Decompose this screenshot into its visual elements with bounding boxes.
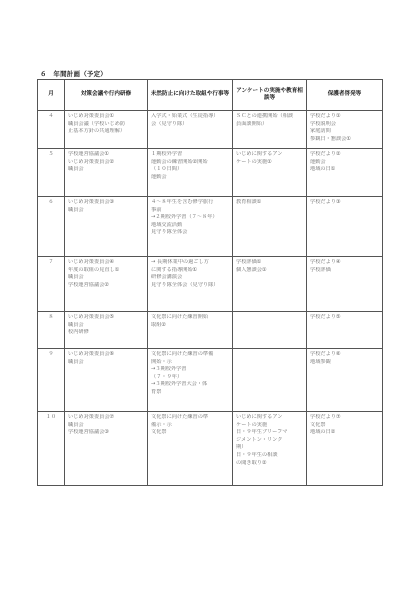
table-row <box>38 111 383 149</box>
month-cell: １０ <box>38 412 65 486</box>
survey-cell <box>233 312 307 349</box>
cell-text-line: 文化祭 <box>151 429 167 436</box>
cell-text-line: →２期校外学習（７〜８年） <box>151 214 218 221</box>
cell-text-line: 研修会講演会 <box>151 274 183 281</box>
survey-cell <box>233 412 307 486</box>
cell-text-line: 運動会の練習開始②開始 <box>151 158 208 165</box>
table-row <box>38 149 383 197</box>
cell-text-line: 職員会 <box>68 166 84 173</box>
parents-cell <box>307 197 383 257</box>
meetings-cell <box>65 257 148 312</box>
header-month: 月 <box>38 80 65 111</box>
cell-text-line: いじめ対策委員会⑥ <box>68 351 115 357</box>
month-cell: ５ <box>38 149 65 197</box>
cell-text-line: ケートの実施 <box>236 421 268 428</box>
table-row <box>38 412 383 486</box>
cell-text-line: 期） <box>236 444 247 451</box>
meetings-cell <box>65 412 148 486</box>
cell-text-line: 文化祭に向けた練習の準 <box>151 414 209 420</box>
meetings-cell <box>65 197 148 257</box>
cell-text-line: いじめに関するアン <box>236 151 283 157</box>
parents-cell <box>307 312 383 349</box>
table-row <box>38 349 383 412</box>
survey-cell <box>233 111 307 149</box>
cell-text-line: 会（見守り隊） <box>151 120 188 127</box>
month-cell: ６ <box>38 197 65 257</box>
cell-text-line: いじめ対策委員会④ <box>68 259 115 265</box>
cell-text-line: 学校だより⑦ <box>310 414 341 420</box>
cell-text-line: 学校だより④ <box>310 259 341 265</box>
cell-text-line: いじめに関するアン <box>236 414 283 420</box>
annual-plan-table <box>37 79 383 486</box>
cell-text-line: 文化祭に向けた練習の準備 <box>151 351 214 357</box>
prevention-cell <box>148 349 233 412</box>
parents-cell <box>307 349 383 412</box>
month-cell: ７ <box>38 257 65 312</box>
table-row <box>38 312 383 349</box>
cell-text-line: いじめ対策委員会③ <box>68 199 115 205</box>
cell-text-line: 取組② <box>151 321 167 328</box>
cell-text-line: 運動会 <box>151 173 167 180</box>
cell-text-line: いじめ対策委員会⑤ <box>68 314 115 320</box>
cell-text-line: 学校だより② <box>310 151 341 157</box>
cell-text-line: の聞き取り② <box>236 459 267 466</box>
prevention-cell <box>148 111 233 149</box>
survey-cell <box>233 349 307 412</box>
cell-text-line: ４～８年生を含む修学旅行 <box>151 199 214 205</box>
cell-text-line: 入学式・始業式（生徒指導） <box>151 113 219 119</box>
cell-text-line: 学校だより⑤ <box>310 314 341 320</box>
survey-cell <box>233 257 307 312</box>
cell-text-line: に関する指導開始① <box>151 266 198 273</box>
cell-text-line: 開始・示 <box>151 358 172 365</box>
cell-text-line: 個人懇談会① <box>236 266 267 273</box>
cell-text-line: 学校だより⑥ <box>310 351 341 357</box>
cell-text-line: →３期校外学習大会・体 <box>151 381 208 388</box>
header-prevention: 未然防止に向けた取組や行事等 <box>148 80 233 111</box>
cell-text-line: 家庭訪問 <box>310 128 331 135</box>
cell-text-line: ＳＣとの連携開始（相談 <box>236 113 294 119</box>
cell-text-line: 年度の取組の見直し① <box>68 266 120 273</box>
cell-text-line: 職員会議（学校いじめ防 <box>68 120 126 127</box>
table-header-row <box>38 80 383 111</box>
cell-text-line: → 長期休業中の過ごし方 <box>151 259 209 265</box>
cell-text-line: いじめ対策委員会① <box>68 113 115 119</box>
cell-text-line: 学校運営協議会③ <box>68 429 109 436</box>
cell-text-line: 職員会 <box>68 321 84 328</box>
cell-text-line: （７・９年） <box>151 373 183 380</box>
cell-text-line: ジメントン・リンク <box>236 436 283 443</box>
cell-text-line: →３期校外学習 <box>151 366 187 373</box>
table-row <box>38 197 383 257</box>
cell-text-line: 職員会 <box>68 206 84 213</box>
cell-text-line: 地域の日② <box>310 429 336 436</box>
month-cell: ９ <box>38 349 65 412</box>
cell-text-line: いじめ対策委員会⑦ <box>68 414 115 420</box>
header-parents: 保護者啓発等 <box>307 80 383 111</box>
cell-text-line: 運動会 <box>310 158 326 165</box>
table-row <box>38 257 383 312</box>
prevention-cell <box>148 312 233 349</box>
cell-text-line: 地域参観 <box>310 358 331 365</box>
cell-text-line: 文化祭 <box>310 421 326 428</box>
month-cell: ４ <box>38 111 65 149</box>
prevention-cell <box>148 257 233 312</box>
cell-text-line: 止基本方針の共通理解） <box>68 128 126 135</box>
cell-text-line: 教育相談① <box>236 199 262 205</box>
meetings-cell <box>65 149 148 197</box>
cell-text-line: 見守り隊全体会 <box>151 229 188 236</box>
month-cell: ８ <box>38 312 65 349</box>
cell-text-line: ケートの実施① <box>236 158 272 165</box>
cell-text-line: 職員会 <box>68 358 84 365</box>
cell-text-line: 見守り隊全体会（見守り隊） <box>151 281 219 288</box>
meetings-cell <box>65 111 148 149</box>
header-survey: アンケートの実施や教育相談等 <box>233 80 307 111</box>
cell-text-line: 備示・示 <box>151 421 172 428</box>
header-meetings: 対策会議や行内研修 <box>65 80 148 111</box>
cell-text-line: 職員会 <box>68 421 84 428</box>
prevention-cell <box>148 149 233 197</box>
survey-cell <box>233 197 307 257</box>
cell-text-line: 地域の日① <box>310 166 336 173</box>
parents-cell <box>307 149 383 197</box>
cell-text-line: 日・９年生ブリーフマ <box>236 429 288 436</box>
cell-text-line: 育祭 <box>151 388 162 395</box>
cell-text-line: 学校だより① <box>310 113 341 119</box>
parents-cell <box>307 412 383 486</box>
prevention-cell <box>148 412 233 486</box>
cell-text-line: 学校運営協議会② <box>68 281 109 288</box>
cell-text-line: 職員会 <box>68 274 84 281</box>
cell-text-line: いじめ対策委員会② <box>68 158 115 165</box>
cell-text-line: 学校だより③ <box>310 199 341 205</box>
cell-text-line: 校内研修 <box>68 329 89 336</box>
parents-cell <box>307 257 383 312</box>
cell-text-line: （１０日間） <box>151 166 183 173</box>
cell-text-line: 員面談開始） <box>236 120 268 127</box>
survey-cell <box>233 149 307 197</box>
parents-cell <box>307 111 383 149</box>
cell-text-line: 日・９年生の相談 <box>236 451 278 458</box>
cell-text-line: 地域交流活動 <box>151 221 183 228</box>
cell-text-line: 事前 <box>151 206 162 213</box>
prevention-cell <box>148 197 233 257</box>
cell-text-line: 参観日・懇談会① <box>310 135 351 142</box>
cell-text-line: １期校外学習 <box>151 151 183 157</box>
cell-text-line: 文化祭に向けた練習開始 <box>151 314 209 320</box>
cell-text-line: 学校評価 <box>310 266 331 273</box>
cell-text-line: 学校評価① <box>236 259 262 265</box>
cell-text-line: 学校運営協議会① <box>68 151 109 157</box>
meetings-cell <box>65 312 148 349</box>
cell-text-line: 学校説明会 <box>310 120 336 127</box>
section-title: ６ 年間計画（予定） <box>40 70 107 78</box>
meetings-cell <box>65 349 148 412</box>
